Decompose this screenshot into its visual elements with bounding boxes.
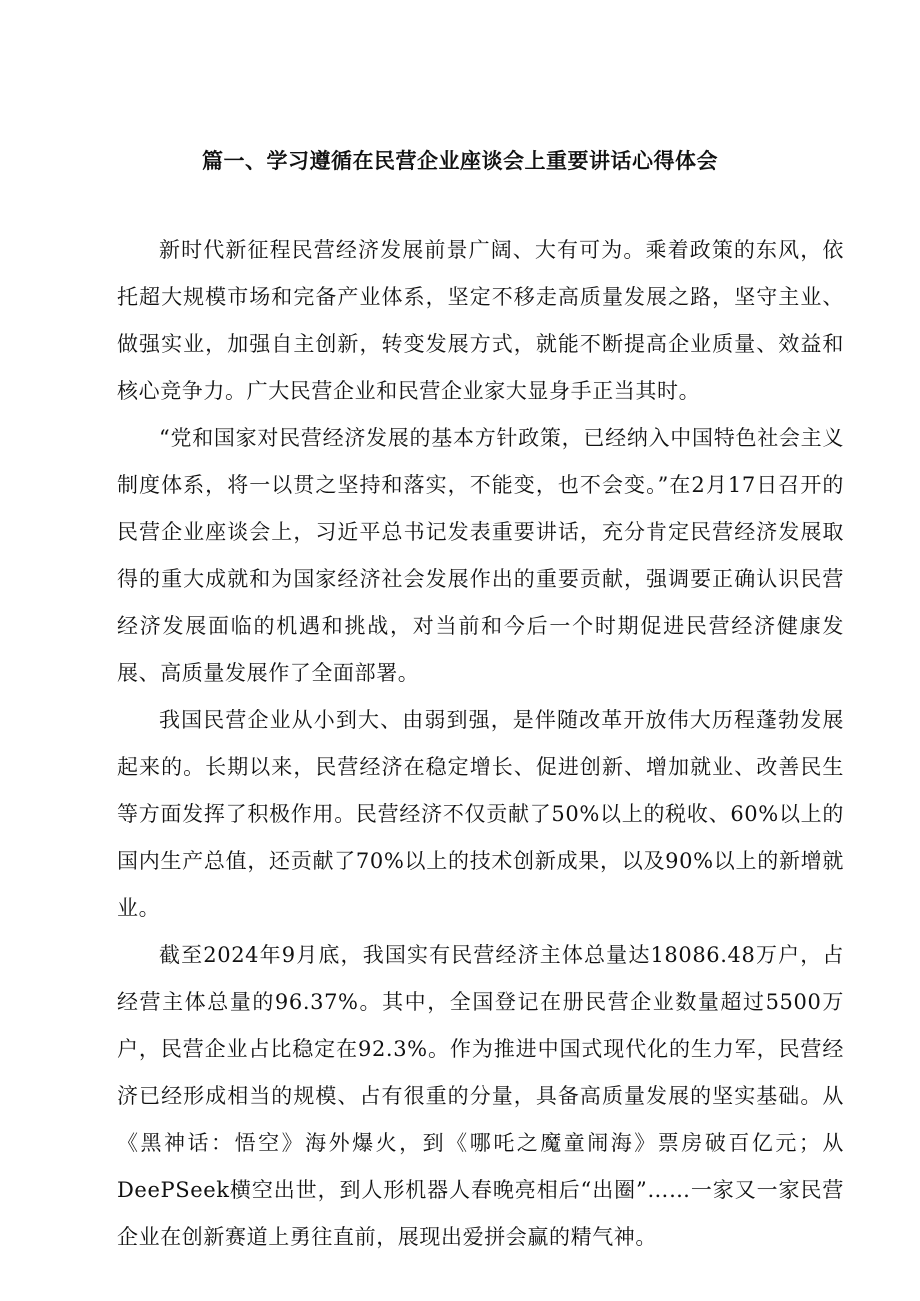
document-title: 篇一、学习遵循在民营企业座谈会上重要讲话心得体会 <box>202 149 718 173</box>
paragraph: “党和国家对民营经济发展的基本方针政策，已经纳入中国特色社会主义制度体系，将一以贯之坚持和落实，不能变，也不会变。”在2月17日召开的民营企业座谈会上，习近平总书记发表重要讲话，充分肯定民营经济发展取得的重大成就和为国家经济社会发展作出的重要贡献，强调要正确认识民营经济发展面临的机遇和挑战，对当前和今后一个时期促进民营经济健康发展、高质量发展作了全面部署。 <box>117 426 844 685</box>
paragraph: 截至2024年9月底，我国实有民营经济主体总量达18086.48万户，占经营主体总量的96.37%。其中，全国登记在册民营企业数量超过5500万户，民营企业占比稳定在92.3%。作为推进中国式现代化的生力军，民营经济已经形成相当的规模、占有很重的分量，具备高质量发展的坚实基础。从《黑神话：悟空》海外爆火，到《哪吒之魔童闹海》票房破百亿元；从DeePSeek横空出世，到人形机器人春晚亮相后“出圈”……一家又一家民营企业在创新赛道上勇往直前，展现出爱拼会赢的精气神。 <box>117 943 844 1249</box>
paragraph: 新时代新征程民营经济发展前景广阔、大有可为。乘着政策的东风，依托超大规模市场和完备产业体系，坚定不移走高质量发展之路，坚守主业、做强实业，加强自主创新，转变发展方式，就能不断提高企业质量、效益和核心竞争力。广大民营企业和民营企业家大显身手正当其时。 <box>117 238 844 403</box>
document-body <box>117 227 844 1261</box>
paragraph: 我国民营企业从小到大、由弱到强，是伴随改革开放伟大历程蓬勃发展起来的。长期以来，民营经济在稳定增长、促进创新、增加就业、改善民生等方面发挥了积极作用。民营经济不仅贡献了50%以上的税收、60%以上的国内生产总值，还贡献了70%以上的技术创新成果，以及90%以上的新增就业。 <box>117 708 844 920</box>
